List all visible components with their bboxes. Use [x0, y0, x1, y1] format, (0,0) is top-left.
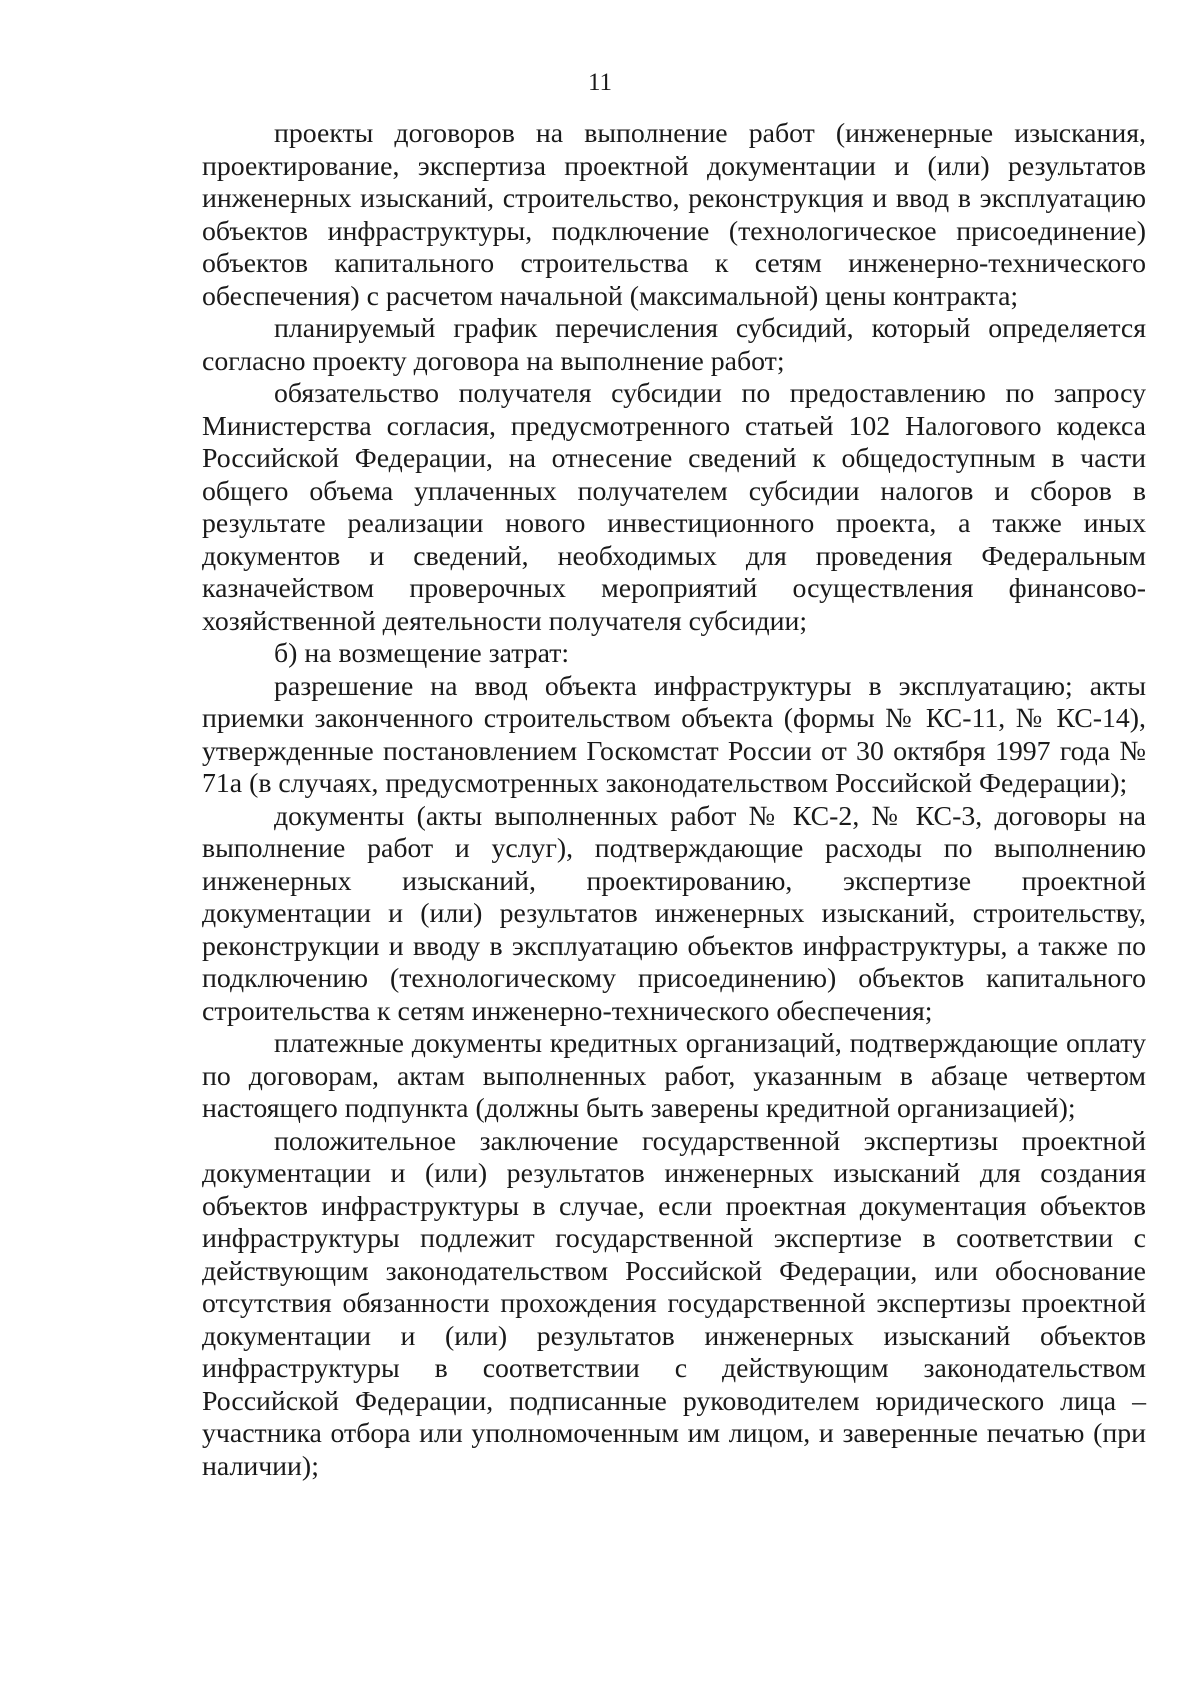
paragraph-payment-schedule: планируемый график перечисления субсидий, который определяется согласно проекту договора на выполнение работ; [202, 313, 1146, 377]
paragraph-cost-reimbursement-heading: б) на возмещение затрат: [274, 638, 570, 669]
page-number: 11 [587, 69, 613, 96]
paragraph-payment-documents: платежные документы кредитных организаций, подтверждающие оплату по договорам, актам выполненных работ, указанным в абзаце четвертом настоящего подпункта (должны быть заверены кредитной организацией); [202, 1028, 1146, 1124]
paragraph-recipient-obligation: обязательство получателя субсидии по предоставлению по запросу Министерства согласия, предусмотренного статьей 102 Налогового кодекса Российской Федерации, на отнесение сведений к общедоступным в части общего объема уплаченных получателем субсидии налогов и сборов в результате реализации нового инвестиционного проекта, а также иных документов и сведений, необходимых для проведения Федеральным казначейством проверочных мероприятий осуществления финансово-хозяйственной деятельности получателя субсидии; [202, 378, 1146, 637]
paragraph-draft-contracts: проекты договоров на выполнение работ (инженерные изыскания, проектирование, экспертиза проектной документации и (или) результатов инженерных изысканий, строительство, реконструкция и ввод в эксплуатацию объектов инфраструктуры, подключение (технологическое присоединение) объектов капитального строительства к сетям инженерно-технического обеспечения) с расчетом начальной (максимальной) цены контракта; [202, 118, 1146, 312]
paragraph-commissioning-permit: разрешение на ввод объекта инфраструктуры в эксплуатацию; акты приемки законченного строительством объекта (формы № КС-11, № КС-14), утвержденные постановлением Госкомстат России от 30 октября 1997 года № 71а (в случаях, предусмотренных законодательством Российской Федерации); [202, 670, 1146, 799]
paragraph-expert-conclusion: положительное заключение государственной экспертизы проектной документации и (или) результатов инженерных изысканий для создания объектов инфраструктуры в случае, если проектная документация объектов инфраструктуры подлежит государственной экспертизе в соответствии с действующим законодательством Российской Федерации, или обоснование отсутствия обязанности прохождения государственной экспертизы проектной документации и (или) результатов инженерных изысканий объектов инфраструктуры в соответствии с действующим законодательством Российской Федерации, подписанные руководителем юридического лица – участника отбора или уполномоченным им лицом, и заверенные печатью (при наличии); [202, 1125, 1146, 1482]
document-body [202, 118, 1146, 1483]
paragraph-expense-documents: документы (акты выполненных работ № КС-2, № КС-3, договоры на выполнение работ и услуг), подтверждающие расходы по выполнению инженерных изысканий, проектированию, экспертизе проектной документации и (или) результатов инженерных изысканий, строительству, реконструкции и вводу в эксплуатацию объектов инфраструктуры, а также по подключению (технологическому присоединению) объектов капитального строительства к сетям инженерно-технического обеспечения; [202, 800, 1146, 1027]
